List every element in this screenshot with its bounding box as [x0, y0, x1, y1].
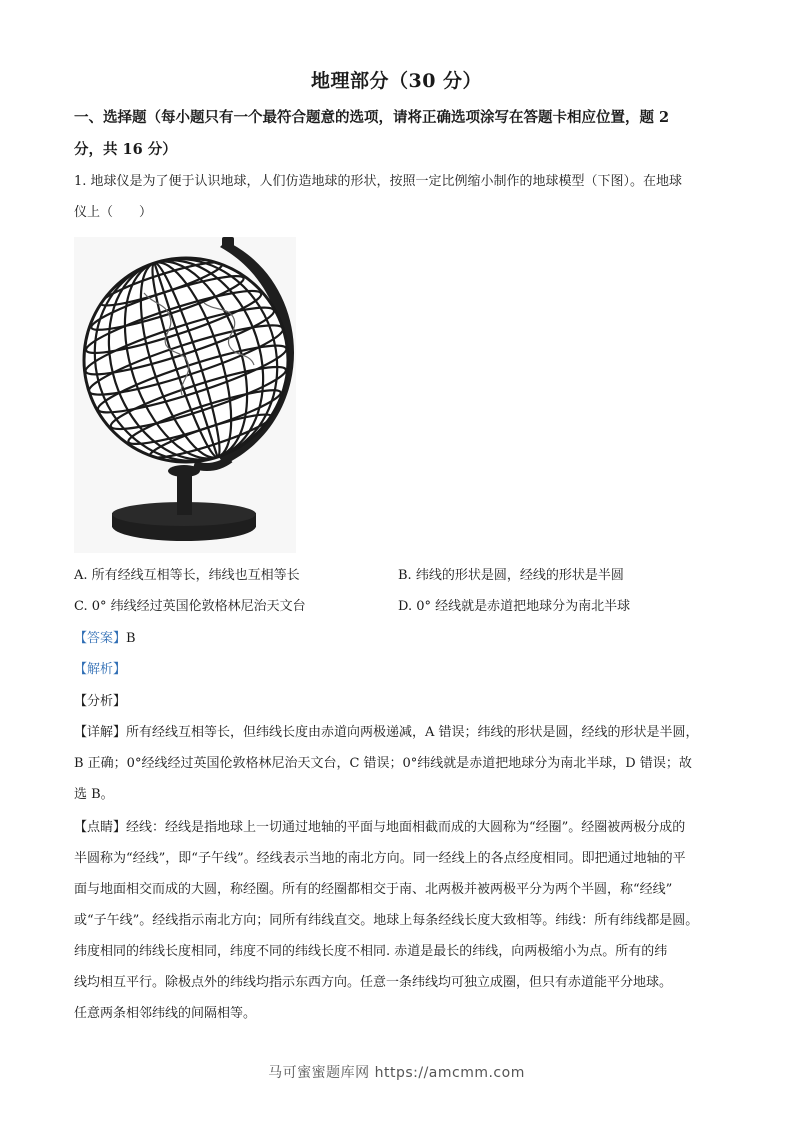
dianjing-line7: 任意两条相邻纬线的间隔相等。	[74, 1006, 257, 1021]
answer-label: 【答案】	[74, 631, 127, 646]
detail-label: 【详解】	[74, 725, 127, 740]
detail-text-1: 所有经线互相等长，但纬线长度由赤道向两极递减，A 错误；纬线的形状是圆，经线的形状是半圆，	[126, 725, 699, 740]
dianjing-line4: 或“子午线”。经线指示南北方向；同所有纬线直交。地球上每条经线长度大致相等。纬线：所有纬线都是圆。	[74, 913, 699, 928]
section-heading-line2: 分，共 16 分）	[74, 141, 177, 158]
globe-figure	[74, 233, 324, 555]
page-title: 地理部分（30 分）	[310, 70, 483, 92]
footer-watermark: 马可蜜蜜题库网 https://amcmm.com	[268, 1065, 525, 1081]
option-d: D. 0° 经线就是赤道把地球分为南北半球	[398, 599, 631, 614]
question-text-line1: 1. 地球仪是为了便于认识地球，人们仿造地球的形状，按照一定比例缩小制作的地球模型（下图）。在地球	[74, 174, 683, 189]
detail-line3: 选 B。	[74, 787, 114, 802]
option-c: C. 0° 纬线经过英国伦敦格林尼治天文台	[74, 599, 306, 614]
detail-line1	[74, 723, 724, 743]
dianjing-line1	[74, 818, 724, 838]
dianjing-line6: 线均相互平行。除极点外的纬线均指示东西方向。任意一条纬线均可独立成圈，但只有赤道能平分地球。	[74, 975, 673, 990]
globe-illustration	[74, 233, 324, 555]
option-b: B. 纬线的形状是圆，经线的形状是半圆	[398, 568, 624, 583]
section-heading-line1: 一、选择题（每小题只有一个最符合题意的选项，请将正确选项涂写在答题卡相应位置，题 2	[74, 109, 670, 126]
jiexi-label: 【解析】	[74, 662, 127, 677]
dianjing-line2: 半圆称为“经线”，即“子午线”。经线表示当地的南北方向。同一经线上的各点经度相同。即把通过地轴的平	[74, 851, 686, 866]
dianjing-label: 【点睛】	[74, 820, 127, 835]
dianjing-line3: 面与地面相交而成的大圆，称经圈。所有的经圈都相交于南、北两极并被两极平分为两个半圆，称“经线”	[74, 882, 673, 897]
dianjing-text-1: 经线：经线是指地球上一切通过地轴的平面与地面相截而成的大圆称为“经圈”。经圈被两极分成的	[126, 820, 686, 835]
fenxi-label: 【分析】	[74, 694, 127, 709]
answer-line	[74, 629, 136, 649]
option-a: A. 所有经线互相等长，纬线也互相等长	[74, 568, 300, 583]
answer-value: B	[126, 631, 136, 646]
detail-line2: B 正确；0°经线经过英国伦敦格林尼治天文台，C 错误；0°纬线就是赤道把地球分为南北半球，D 错误；故	[74, 756, 692, 771]
question-text-line2: 仪上（ ）	[74, 205, 153, 220]
dianjing-line5: 纬度相同的纬线长度相同，纬度不同的纬线长度不相同. 赤道是最长的纬线，向两极缩小为点。所有的纬	[74, 944, 668, 959]
